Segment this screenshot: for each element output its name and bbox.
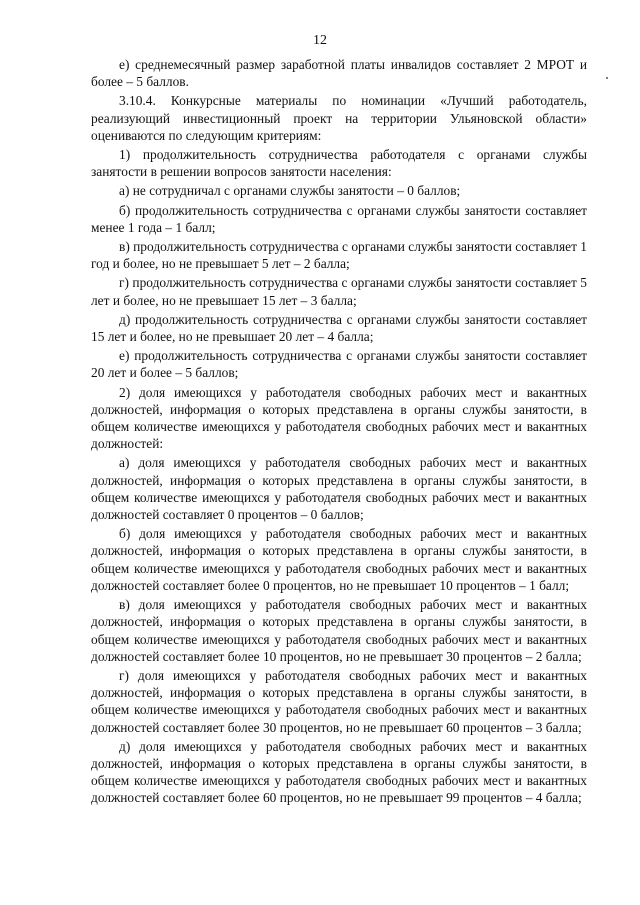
document-body <box>91 56 587 807</box>
criterion-2-item-d: д) доля имеющихся у работодателя свободных рабочих мест и вакантных должностей, информация о которых представлена в органы службы занятости, в общем количестве имеющихся у работодателя свободных рабочих мест и вакантных должностей составляет более 60 процентов, но не превышает 99 процентов – 4 балла; <box>91 738 587 806</box>
criterion-1-item-b: б) продолжительность сотрудничества с органами службы занятости составляет менее 1 года – 1 балл; <box>91 202 587 235</box>
criterion-2-item-a: а) доля имеющихся у работодателя свободных рабочих мест и вакантных должностей, информация о которых представлена в органы службы занятости, в общем количестве имеющихся у работодателя свободных рабочих мест и вакантных должностей составляет 0 процентов – 0 баллов; <box>91 455 587 523</box>
criterion-1-item-v: в) продолжительность сотрудничества с органами службы занятости составляет 1 год и более, но не превышает 5 лет – 2 балла; <box>91 239 587 272</box>
criterion-1-item-d: д) продолжительность сотрудничества с органами службы занятости составляет 15 лет и более, но не превышает 20 лет – 4 балла; <box>91 311 587 345</box>
page-number: 12 <box>313 33 327 48</box>
criterion-2-vacancy-share: 2) доля имеющихся у работодателя свободных рабочих мест и вакантных должностей, информация о которых представлена в органы службы занятости, в общем количестве имеющихся у работодателя свободных рабочих мест и вакантных должностей: <box>91 384 587 452</box>
paragraph-salary-5-points: е) среднемесячный размер заработной платы инвалидов составляет 2 МРОТ и более – 5 баллов. <box>91 57 587 90</box>
criterion-1-cooperation-duration: 1) продолжительность сотрудничества работодателя с органами службы занятости в решении вопросов занятости населения: <box>91 147 587 180</box>
criterion-2-item-b: б) доля имеющихся у работодателя свободных рабочих мест и вакантных должностей, информация о которых представлена в органы службы занятости, в общем количестве имеющихся у работодателя свободных рабочих мест и вакантных должностей составляет более 0 процентов, но не превышает 10 процентов – 1 балл; <box>91 526 587 593</box>
criterion-1-item-g: г) продолжительность сотрудничества с органами службы занятости составляет 5 лет и более, но не превышает 15 лет – 3 балла; <box>91 275 587 308</box>
criterion-2-item-v: в) доля имеющихся у работодателя свободных рабочих мест и вакантных должностей, информация о которых представлена в органы службы занятости, в общем количестве имеющихся у работодателя свободных рабочих мест и вакантных должностей составляет более 10 процентов, но не превышает 30 процентов – 2 балла; <box>91 597 587 664</box>
scan-speck <box>606 77 608 79</box>
criterion-1-item-e: е) продолжительность сотрудничества с органами службы занятости составляет 20 лет и более – 5 баллов; <box>91 348 587 381</box>
criterion-2-item-g: г) доля имеющихся у работодателя свободных рабочих мест и вакантных должностей, информация о которых представлена в органы службы занятости, в общем количестве имеющихся у работодателя свободных рабочих мест и вакантных должностей составляет более 30 процентов, но не превышает 60 процентов – 3 балла; <box>91 667 587 735</box>
criterion-1-item-a: а) не сотрудничал с органами службы занятости – 0 баллов; <box>119 183 461 199</box>
paragraph-section-3-10-4: 3.10.4. Конкурсные материалы по номинации «Лучший работодатель, реализующий инвестиционный проект на территории Ульяновской области» оцениваются по следующим критериям: <box>91 93 587 143</box>
